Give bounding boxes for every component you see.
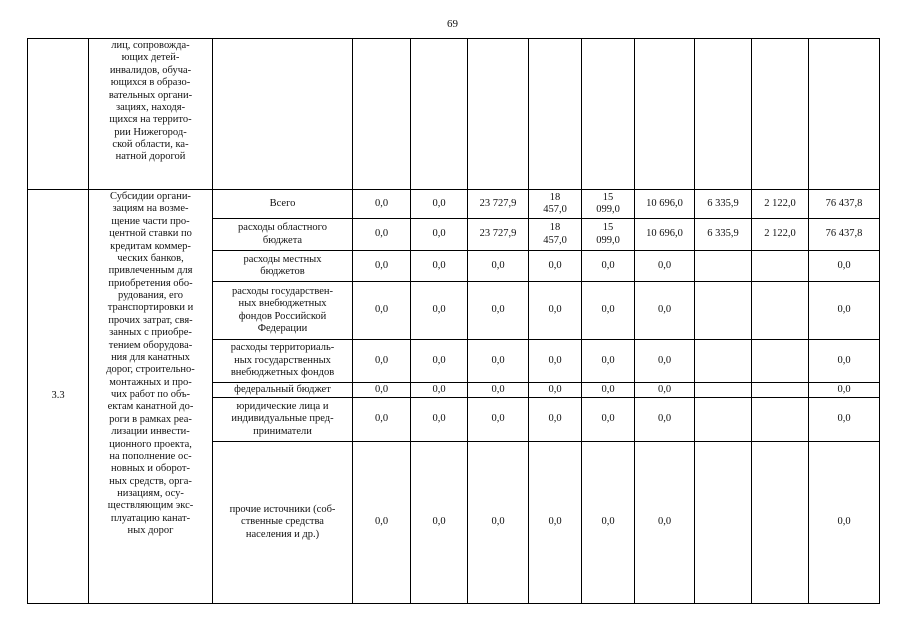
funding-source-cell — [213, 251, 353, 282]
text-line: 0,0 — [374, 413, 389, 425]
text-line: 0,0 — [374, 197, 389, 209]
value-cell — [411, 442, 468, 604]
empty-cell — [695, 39, 752, 190]
value-cell — [529, 190, 582, 219]
empty-cell — [529, 39, 582, 190]
text-line: 0,0 — [491, 304, 505, 316]
text-line: 0,0 — [491, 413, 505, 425]
text-line: 0,0 — [601, 354, 615, 366]
value-cell — [468, 282, 529, 340]
text-line: расходы областного — [238, 222, 327, 234]
text-line: 099,0 — [596, 234, 620, 246]
text-line: 0,0 — [837, 413, 851, 425]
value-cell — [468, 442, 529, 604]
text-line: ния для канатных — [111, 351, 190, 363]
text-line: федеральный бюджет — [234, 383, 331, 395]
value-cell — [752, 282, 809, 340]
text-line: 0,0 — [837, 259, 851, 271]
value-cell — [582, 383, 635, 398]
value-cell — [635, 383, 695, 398]
text-line: Субсидии органи- — [110, 191, 191, 202]
text-line: 0,0 — [657, 516, 672, 528]
value-cell — [529, 398, 582, 442]
value-cell — [752, 398, 809, 442]
text-line: занных с приобре- — [109, 327, 192, 339]
text-line: ных внебюджетных — [238, 298, 327, 310]
value-cell — [353, 251, 411, 282]
item-number-cell — [28, 39, 89, 190]
empty-cell — [635, 39, 695, 190]
text-line: дорог, строительно- — [106, 364, 195, 376]
value-cell — [695, 190, 752, 219]
text-line: 0,0 — [657, 304, 672, 316]
value-cell — [809, 442, 880, 604]
text-line: монтажных и про- — [109, 376, 192, 388]
text-line: зациям на возме- — [112, 203, 189, 215]
text-line: 0,0 — [374, 516, 389, 528]
empty-cell — [809, 39, 880, 190]
text-line: 0,0 — [657, 259, 672, 271]
text-line: 76 437,8 — [825, 197, 863, 209]
value-cell — [809, 340, 880, 383]
value-cell — [353, 383, 411, 398]
text-line: рудования, его — [117, 290, 184, 301]
text-line: щихся на террито- — [109, 114, 192, 126]
text-line: лизации инвести- — [111, 426, 190, 438]
text-line: 0,0 — [432, 228, 446, 240]
value-cell — [809, 383, 880, 398]
text-line: 0,0 — [491, 259, 505, 271]
value-cell — [809, 398, 880, 442]
text-line: 0,0 — [657, 413, 672, 425]
text-line: юридические лица и — [236, 400, 329, 412]
text-line: 0,0 — [432, 259, 446, 271]
text-line: бюджетов — [260, 266, 305, 277]
text-line: 0,0 — [601, 516, 615, 528]
value-cell — [809, 190, 880, 219]
text-line: ных дорог — [127, 525, 174, 537]
text-line: лиц, сопровожда- — [111, 40, 190, 51]
value-cell — [635, 251, 695, 282]
value-cell — [695, 398, 752, 442]
text-line: Федерации — [257, 322, 308, 334]
text-line: 457,0 — [543, 204, 567, 215]
text-line: 0,0 — [601, 304, 615, 316]
text-line: 0,0 — [374, 304, 389, 316]
text-line: зациях, находя- — [115, 101, 186, 113]
text-line: ской области, ка- — [112, 139, 189, 150]
value-cell — [411, 251, 468, 282]
budget-table — [27, 38, 880, 604]
text-line: 0,0 — [548, 354, 562, 366]
text-line: 2 122,0 — [764, 228, 796, 240]
value-cell — [353, 398, 411, 442]
funding-source-cell — [213, 282, 353, 340]
value-cell — [468, 340, 529, 383]
value-cell — [695, 383, 752, 398]
text-line: 0,0 — [548, 259, 562, 271]
value-cell — [695, 442, 752, 604]
value-cell — [809, 219, 880, 251]
text-line: центной ставки по — [109, 228, 192, 240]
text-line: 0,0 — [374, 383, 389, 395]
value-cell — [468, 219, 529, 251]
text-line: 6 335,9 — [707, 197, 739, 209]
value-cell — [635, 190, 695, 219]
text-line: 0,0 — [548, 516, 562, 528]
text-line: 0,0 — [601, 259, 615, 271]
text-line: 0,0 — [548, 383, 562, 395]
empty-cell — [213, 39, 353, 190]
value-cell — [353, 219, 411, 251]
text-line: 0,0 — [837, 383, 851, 395]
value-cell — [695, 219, 752, 251]
value-cell — [411, 190, 468, 219]
value-cell — [529, 442, 582, 604]
text-line: кредитам коммер- — [110, 240, 191, 252]
value-cell — [411, 398, 468, 442]
text-line: 76 437,8 — [825, 228, 863, 240]
text-line: 0,0 — [432, 304, 446, 316]
empty-cell — [468, 39, 529, 190]
text-line: 0,0 — [432, 413, 446, 425]
text-line: 15 — [602, 222, 614, 234]
text-line: 099,0 — [596, 204, 620, 215]
value-cell — [468, 190, 529, 219]
text-line: 0,0 — [491, 354, 505, 366]
value-cell — [582, 442, 635, 604]
text-line: приниматели — [253, 425, 312, 437]
text-line: внебюджетных фондов — [230, 367, 335, 379]
text-line: натной дорогой — [115, 151, 186, 163]
text-line: рии Нижегород- — [114, 126, 187, 138]
text-line: 0,0 — [374, 354, 389, 366]
page-number: 69 — [447, 18, 458, 30]
text-line: ектам канатной до- — [107, 401, 194, 413]
value-cell — [582, 219, 635, 251]
text-line: ществляющим экс- — [107, 500, 194, 512]
text-line: 0,0 — [432, 354, 446, 366]
text-line: ющих детей- — [121, 52, 180, 64]
value-cell — [752, 190, 809, 219]
text-line: 0,0 — [432, 516, 446, 528]
value-cell — [411, 340, 468, 383]
value-cell — [752, 219, 809, 251]
value-cell — [752, 340, 809, 383]
text-line: приобретения обо- — [108, 277, 193, 289]
text-line: щение части про- — [111, 215, 190, 227]
funding-source-cell — [213, 398, 353, 442]
text-line: ственные средства — [241, 516, 324, 528]
text-line: ющихся в образо- — [110, 77, 191, 89]
text-line: низациям, осу- — [117, 488, 184, 499]
value-cell — [411, 282, 468, 340]
text-line: расходы территориаль- — [230, 342, 335, 354]
text-line: 15 — [602, 191, 614, 203]
value-cell — [752, 383, 809, 398]
value-cell — [635, 340, 695, 383]
text-line: 0,0 — [491, 516, 505, 528]
value-cell — [635, 442, 695, 604]
item-description-cell — [89, 190, 213, 604]
text-line: 2 122,0 — [764, 197, 796, 209]
value-cell — [695, 282, 752, 340]
value-cell — [809, 282, 880, 340]
empty-cell — [411, 39, 468, 190]
text-line: 0,0 — [548, 304, 562, 316]
value-cell — [582, 340, 635, 383]
text-line: 0,0 — [837, 304, 851, 316]
funding-source-cell — [213, 442, 353, 604]
value-cell — [468, 251, 529, 282]
text-line: 0,0 — [491, 383, 505, 395]
text-line: расходы государствен- — [231, 285, 334, 297]
text-line: 0,0 — [432, 197, 446, 209]
value-cell — [582, 251, 635, 282]
text-line: транспортировки и — [107, 302, 194, 314]
value-cell — [582, 190, 635, 219]
text-line: 23 727,9 — [479, 197, 517, 209]
value-cell — [529, 340, 582, 383]
text-line: 10 696,0 — [646, 228, 683, 240]
text-line: ных государственных — [234, 354, 331, 366]
funding-source-cell — [213, 219, 353, 251]
text-line: прочие источники (соб- — [229, 503, 336, 515]
text-line: 18 — [549, 222, 561, 234]
value-cell — [529, 282, 582, 340]
empty-cell — [353, 39, 411, 190]
value-cell — [752, 442, 809, 604]
item-number-cell: 3.3 — [28, 190, 89, 604]
text-line: на пополнение ос- — [109, 450, 192, 462]
text-line: прочих затрат, свя- — [108, 314, 193, 326]
text-line: фондов Российской — [238, 310, 327, 322]
text-line: 0,0 — [657, 383, 672, 395]
text-line: 457,0 — [543, 234, 567, 246]
table-row — [28, 190, 880, 219]
value-cell — [353, 190, 411, 219]
value-cell — [529, 383, 582, 398]
text-line: вательных органи- — [108, 89, 193, 101]
empty-cell — [752, 39, 809, 190]
text-line: населения и др.) — [245, 528, 320, 540]
value-cell — [353, 282, 411, 340]
table-row — [28, 39, 880, 190]
value-cell — [695, 251, 752, 282]
text-line: 0,0 — [601, 383, 615, 395]
text-line: 23 727,9 — [479, 228, 517, 240]
text-line: расходы местных — [243, 253, 322, 265]
value-cell — [695, 340, 752, 383]
value-cell — [752, 251, 809, 282]
value-cell — [582, 282, 635, 340]
text-line: ных средств, орга- — [109, 475, 192, 487]
text-line: 0,0 — [432, 383, 446, 395]
funding-source-cell — [213, 340, 353, 383]
text-line: чих работ по объ- — [110, 389, 191, 400]
text-line: роги в рамках реа- — [109, 413, 192, 425]
text-line: 0,0 — [657, 354, 672, 366]
value-cell — [582, 398, 635, 442]
text-line: 0,0 — [601, 413, 615, 425]
text-line: 18 — [549, 191, 561, 203]
text-line: привлеченным для — [108, 265, 193, 277]
text-line: тением оборудова- — [108, 339, 193, 351]
value-cell — [529, 219, 582, 251]
value-cell — [411, 383, 468, 398]
text-line: 0,0 — [374, 259, 389, 271]
text-line: бюджета — [262, 234, 303, 246]
value-cell — [411, 219, 468, 251]
text-line: ционного проекта, — [109, 438, 192, 450]
value-cell — [353, 442, 411, 604]
text-line: Всего — [269, 197, 296, 209]
text-line: 0,0 — [548, 413, 562, 425]
text-line: 0,0 — [837, 354, 851, 366]
text-line: 6 335,9 — [707, 228, 739, 240]
value-cell — [635, 282, 695, 340]
funding-source-cell — [213, 190, 353, 219]
text-line: 0,0 — [374, 228, 389, 240]
text-line: индивидуальные пред- — [231, 413, 334, 425]
item-description-cell — [89, 39, 213, 190]
funding-source-cell — [213, 383, 353, 398]
text-line: плуатацию канат- — [110, 512, 191, 524]
text-line: 0,0 — [837, 516, 851, 528]
text-line: ческих банков, — [117, 252, 184, 264]
value-cell — [635, 219, 695, 251]
value-cell — [353, 340, 411, 383]
value-cell — [529, 251, 582, 282]
value-cell — [809, 251, 880, 282]
value-cell — [468, 398, 529, 442]
value-cell — [468, 383, 529, 398]
text-line: 10 696,0 — [646, 197, 683, 209]
text-line: новных и оборот- — [111, 463, 190, 475]
empty-cell — [582, 39, 635, 190]
value-cell — [635, 398, 695, 442]
text-line: инвалидов, обуча- — [109, 64, 192, 76]
